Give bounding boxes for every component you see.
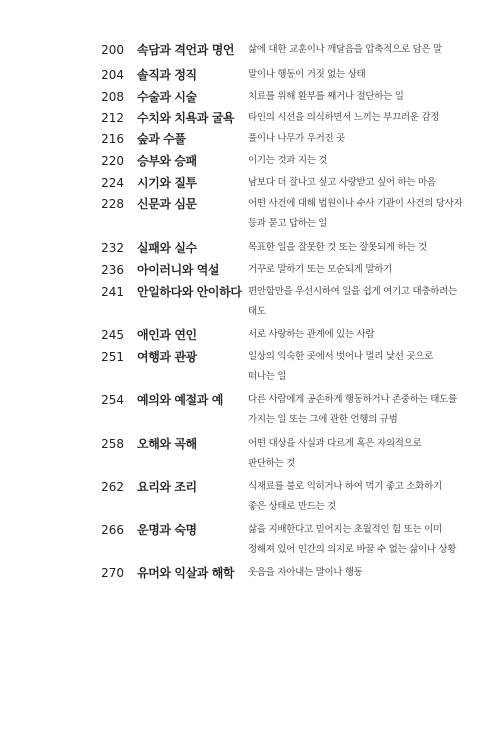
page-number: 245	[101, 328, 124, 342]
page-number: 251	[101, 350, 124, 364]
entry-title: 아이러니와 역설	[137, 263, 220, 277]
entry-title: 요리와 조리	[137, 480, 197, 494]
entry-title: 애인과 연인	[137, 328, 197, 342]
entry-title: 운명과 숙명	[137, 523, 197, 537]
entry-title: 솔직과 정직	[137, 68, 197, 82]
description-line: 식재료를 불로 익히거나 하여 먹기 좋고 소화하기	[248, 481, 442, 492]
entry-description	[248, 89, 484, 107]
description-line: 떠나는 일	[248, 371, 287, 382]
entry-title: 유머와 익살과 해학	[137, 566, 235, 580]
entry-title: 실패와 실수	[137, 241, 197, 255]
entry-title: 예의와 예절과 예	[137, 393, 223, 407]
description-line: 치료를 위해 환부를 째거나 절단하는 일	[248, 91, 404, 102]
entry-title: 신문과 심문	[137, 197, 197, 211]
description-line: 어떤 사건에 대해 법원이나 수사 기관이 사건의 당사자	[248, 198, 463, 209]
entry-description	[248, 262, 484, 280]
page-number: 212	[101, 111, 124, 125]
entry-title: 수술과 시술	[137, 90, 197, 104]
entry-description	[248, 110, 484, 128]
description-line: 삶에 대한 교훈이나 깨달음을 압축적으로 담은 말	[248, 44, 442, 55]
entry-title: 수치와 치욕과 굴욕	[137, 111, 235, 125]
entry-description	[248, 131, 484, 149]
description-line: 다른 사람에게 공손하게 행동하거나 존중하는 태도를	[248, 394, 457, 405]
entry-title: 승부와 승패	[137, 154, 197, 168]
entry-description	[248, 522, 484, 560]
description-line: 거꾸로 말하기 또는 모순되게 말하기	[248, 264, 393, 275]
entry-description	[248, 67, 484, 85]
entry-title: 시기와 질투	[137, 176, 197, 190]
page-number: 224	[101, 176, 124, 190]
description-line: 웃음을 자아내는 말이나 행동	[248, 567, 363, 578]
description-line: 일상의 익숙한 곳에서 벗어나 멀리 낯선 곳으로	[248, 351, 433, 362]
entry-description	[248, 565, 484, 583]
description-line: 남보다 더 잘나고 싶고 사랑받고 싶어 하는 마음	[248, 177, 436, 188]
entry-description	[248, 153, 484, 171]
page-number: 241	[101, 285, 124, 299]
entry-title: 숲과 수풀	[137, 132, 186, 146]
entry-title: 속담과 격언과 명언	[137, 43, 235, 57]
page-number: 258	[101, 437, 124, 451]
entry-title: 안일하다와 안이하다	[137, 285, 242, 299]
description-line: 어떤 대상을 사실과 다르게 혹은 자의적으로	[248, 438, 422, 449]
page-number: 204	[101, 68, 124, 82]
description-line: 말이나 행동이 거짓 없는 상태	[248, 69, 366, 80]
page-number: 220	[101, 154, 124, 168]
description-line: 판단하는 것	[248, 458, 296, 469]
page-number: 232	[101, 241, 124, 255]
page-number: 228	[101, 197, 124, 211]
description-line: 타인의 시선을 의식하면서 느끼는 부끄러운 감정	[248, 112, 440, 123]
page-number: 200	[101, 43, 124, 57]
entry-description	[248, 479, 484, 517]
page-number: 254	[101, 393, 124, 407]
entry-title: 여행과 관광	[137, 350, 197, 364]
description-line: 편안함만을 우선시하여 일을 쉽게 여기고 대충하려는	[248, 286, 457, 297]
entry-description	[248, 327, 484, 345]
page-number: 216	[101, 132, 124, 146]
description-line: 좋은 상태로 만드는 것	[248, 501, 337, 512]
entry-description	[248, 175, 484, 193]
description-line: 태도	[248, 306, 266, 317]
entry-description	[248, 284, 484, 322]
entry-title: 오해와 곡해	[137, 437, 197, 451]
page-number: 270	[101, 566, 124, 580]
entry-description	[248, 349, 484, 387]
description-line: 삶을 지배한다고 믿어지는 초월적인 힘 또는 이미	[248, 524, 442, 535]
description-line: 등과 묻고 답하는 일	[248, 218, 328, 229]
page-number: 262	[101, 480, 124, 494]
description-line: 가지는 일 또는 그에 관한 언행의 규범	[248, 414, 398, 425]
description-line: 정해져 있어 인간의 의지로 바꿀 수 없는 삶이나 상황	[248, 544, 457, 555]
description-line: 서로 사랑하는 관계에 있는 사람	[248, 329, 375, 340]
page-number: 236	[101, 263, 124, 277]
entry-description	[248, 392, 484, 430]
page-number: 208	[101, 90, 124, 104]
description-line: 풀이나 나무가 우거진 곳	[248, 133, 345, 144]
description-line: 이기는 것과 지는 것	[248, 155, 328, 166]
entry-description	[248, 42, 484, 60]
page-number: 266	[101, 523, 124, 537]
description-line: 목표한 일을 잘못한 것 또는 잘못되게 하는 것	[248, 242, 427, 253]
entry-description	[248, 240, 484, 258]
entry-description	[248, 196, 484, 234]
entry-description	[248, 436, 484, 474]
